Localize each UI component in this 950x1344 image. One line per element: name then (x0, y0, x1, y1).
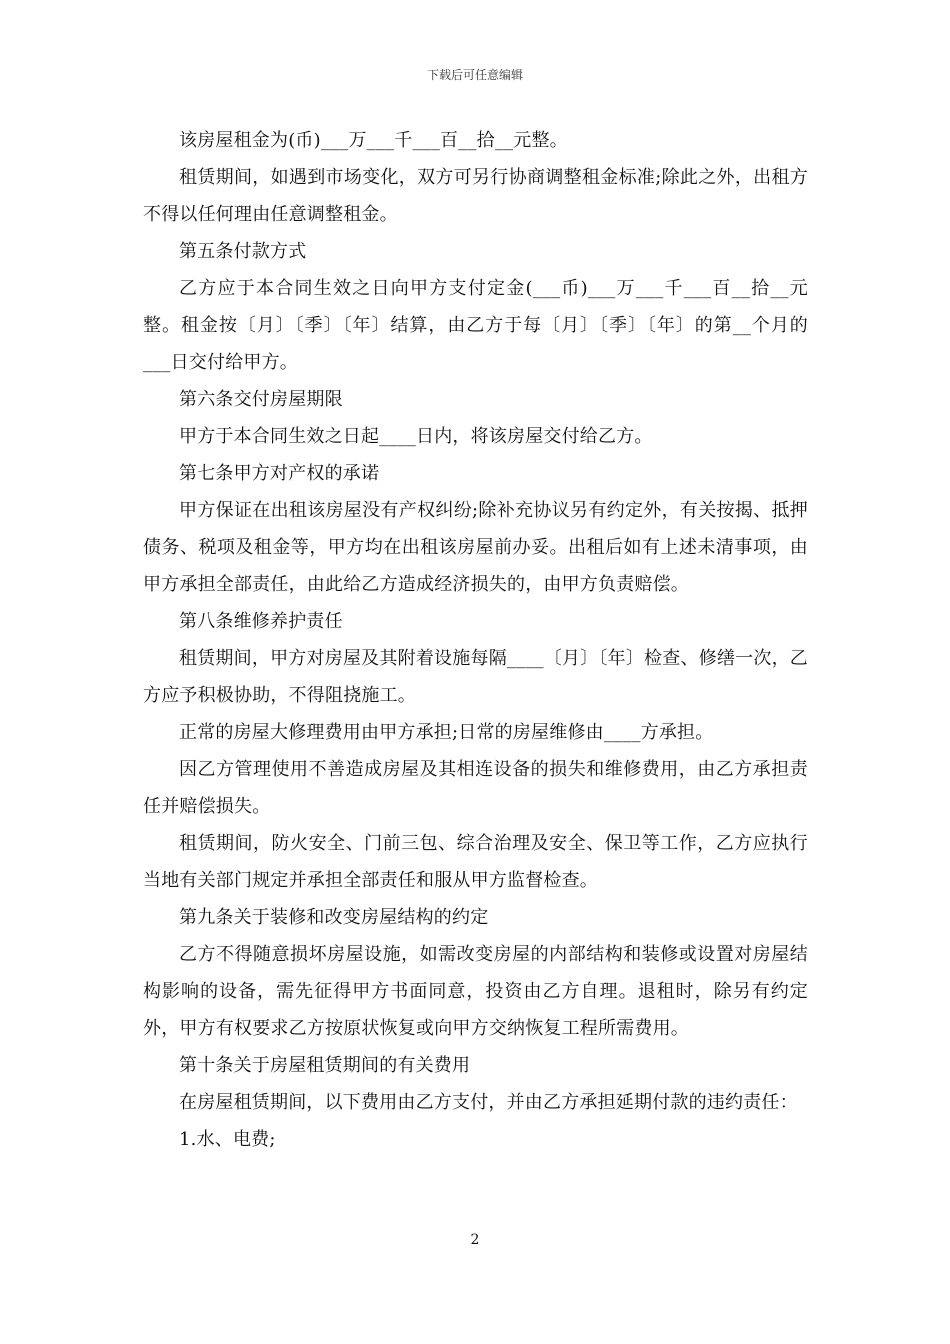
page-number: 2 (470, 1232, 480, 1248)
paragraph: 该房屋租金为(币)___万___千___百__拾__元整。 (179, 130, 568, 151)
paragraph: 正常的房屋大修理费用由甲方承担;日常的房屋维修由____方承担。 (179, 722, 714, 743)
section-heading: 第五条付款方式 (179, 241, 307, 262)
page-header: 下载后可任意编辑 (426, 68, 523, 82)
document-body (143, 122, 808, 1158)
section-heading: 第十条关于房屋租赁期间的有关费用 (179, 1055, 471, 1076)
paragraph: 乙方应于本合同生效之日向甲方支付定金(___币)___万___千___百__拾__元整。租金按〔月〕〔季〕〔年〕结算，由乙方于每〔月〕〔季〕〔年〕的第__个月的___日交付给甲方。 (143, 278, 808, 373)
paragraph: 甲方于本合同生效之日起____日内，将该房屋交付给乙方。 (179, 426, 653, 447)
paragraph: 甲方保证在出租该房屋没有产权纠纷;除补充协议另有约定外，有关按揭、抵押债务、税项及租金等，甲方均在出租该房屋前办妥。出租后如有上述未清事项，由甲方承担全部责任，由此给乙方造成经济损失的，由甲方负责赔偿。 (143, 500, 808, 595)
section-heading: 第八条维修养护责任 (179, 611, 343, 632)
paragraph: 租赁期间，如遇到市场变化，双方可另行协商调整租金标准;除此之外，出租方不得以任何理由任意调整租金。 (143, 167, 808, 225)
list-item: 1.水、电费; (179, 1129, 276, 1150)
section-heading: 第九条关于装修和改变房屋结构的约定 (179, 907, 489, 928)
paragraph: 因乙方管理使用不善造成房屋及其相连设备的损失和维修费用，由乙方承担责任并赔偿损失。 (143, 759, 808, 817)
section-heading: 第六条交付房屋期限 (179, 389, 343, 410)
paragraph: 乙方不得随意损坏房屋设施，如需改变房屋的内部结构和装修或设置对房屋结构影响的设备，需先征得甲方书面同意，投资由乙方自理。退租时，除另有约定外，甲方有权要求乙方按原状恢复或向甲方交纳恢复工程所需费用。 (143, 944, 808, 1039)
paragraph: 租赁期间，防火安全、门前三包、综合治理及安全、保卫等工作，乙方应执行当地有关部门规定并承担全部责任和服从甲方监督检查。 (143, 833, 808, 891)
section-heading: 第七条甲方对产权的承诺 (179, 463, 380, 484)
paragraph: 在房屋租赁期间，以下费用由乙方支付，并由乙方承担延期付款的违约责任： (179, 1092, 798, 1113)
paragraph: 租赁期间，甲方对房屋及其附着设施每隔____〔月〕〔年〕检查、修缮一次，乙方应予积极协助，不得阻挠施工。 (143, 648, 808, 706)
